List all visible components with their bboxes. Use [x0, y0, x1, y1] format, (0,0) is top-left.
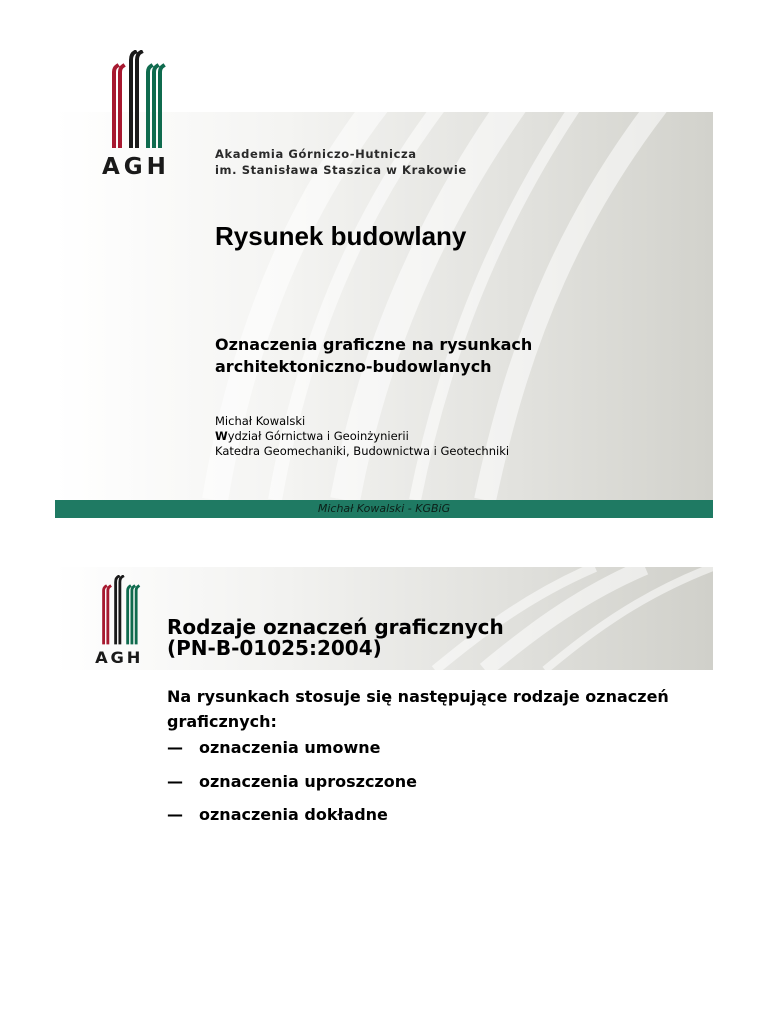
faculty-name [215, 429, 509, 444]
footer-text: Michał Kowalski - KGBiG [317, 502, 451, 515]
list-item [167, 738, 380, 757]
agh-logo-text: AGH [102, 154, 170, 180]
academy-name-line1: Akademia Górniczo-Hutnicza [215, 147, 417, 161]
title-line1: Rodzaje oznaczeń graficznych [167, 615, 504, 639]
faculty-rest: ydział Górnictwa i Geoinżynierii [227, 429, 409, 443]
content-slide [55, 567, 713, 867]
agh-logo-bars [114, 52, 163, 146]
list-item [167, 805, 388, 824]
footer-bar [55, 500, 713, 518]
agh-logo-text: AGH [95, 647, 144, 667]
academy-name-line2: im. Stanisława Staszica w Krakowie [215, 163, 467, 177]
slide-title: Rysunek budowlany [215, 221, 467, 251]
agh-logo [92, 575, 152, 667]
intro-text: Na rysunkach stosuje się następujące rodzaje oznaczeń graficznych: [167, 687, 669, 731]
author-block [215, 414, 509, 459]
dash-marker: — [167, 805, 183, 824]
list-item-text: oznaczenia umowne [199, 738, 381, 757]
author-name: Michał Kowalski [215, 414, 306, 428]
faculty-initial: W [215, 429, 228, 443]
slide-subtitle [215, 334, 532, 378]
dash-marker: — [167, 738, 183, 757]
department-name: Katedra Geomechaniki, Budownictwa i Geotechniki [215, 444, 510, 458]
subtitle-line1: Oznaczenia graficzne na rysunkach [215, 335, 533, 354]
subtitle-line2: architektoniczno-budowlanych [215, 357, 492, 376]
list-item-text: oznaczenia dokładne [199, 805, 388, 824]
list-item [167, 772, 417, 791]
title-line2: (PN-B-01025:2004) [167, 636, 382, 660]
academy-name [215, 146, 467, 178]
slide-title [167, 617, 504, 659]
agh-logo [102, 50, 178, 180]
agh-logo-bars [104, 576, 139, 643]
list-item-text: oznaczenia uproszczone [199, 772, 417, 791]
dash-marker: — [167, 772, 183, 791]
title-slide [55, 0, 713, 518]
